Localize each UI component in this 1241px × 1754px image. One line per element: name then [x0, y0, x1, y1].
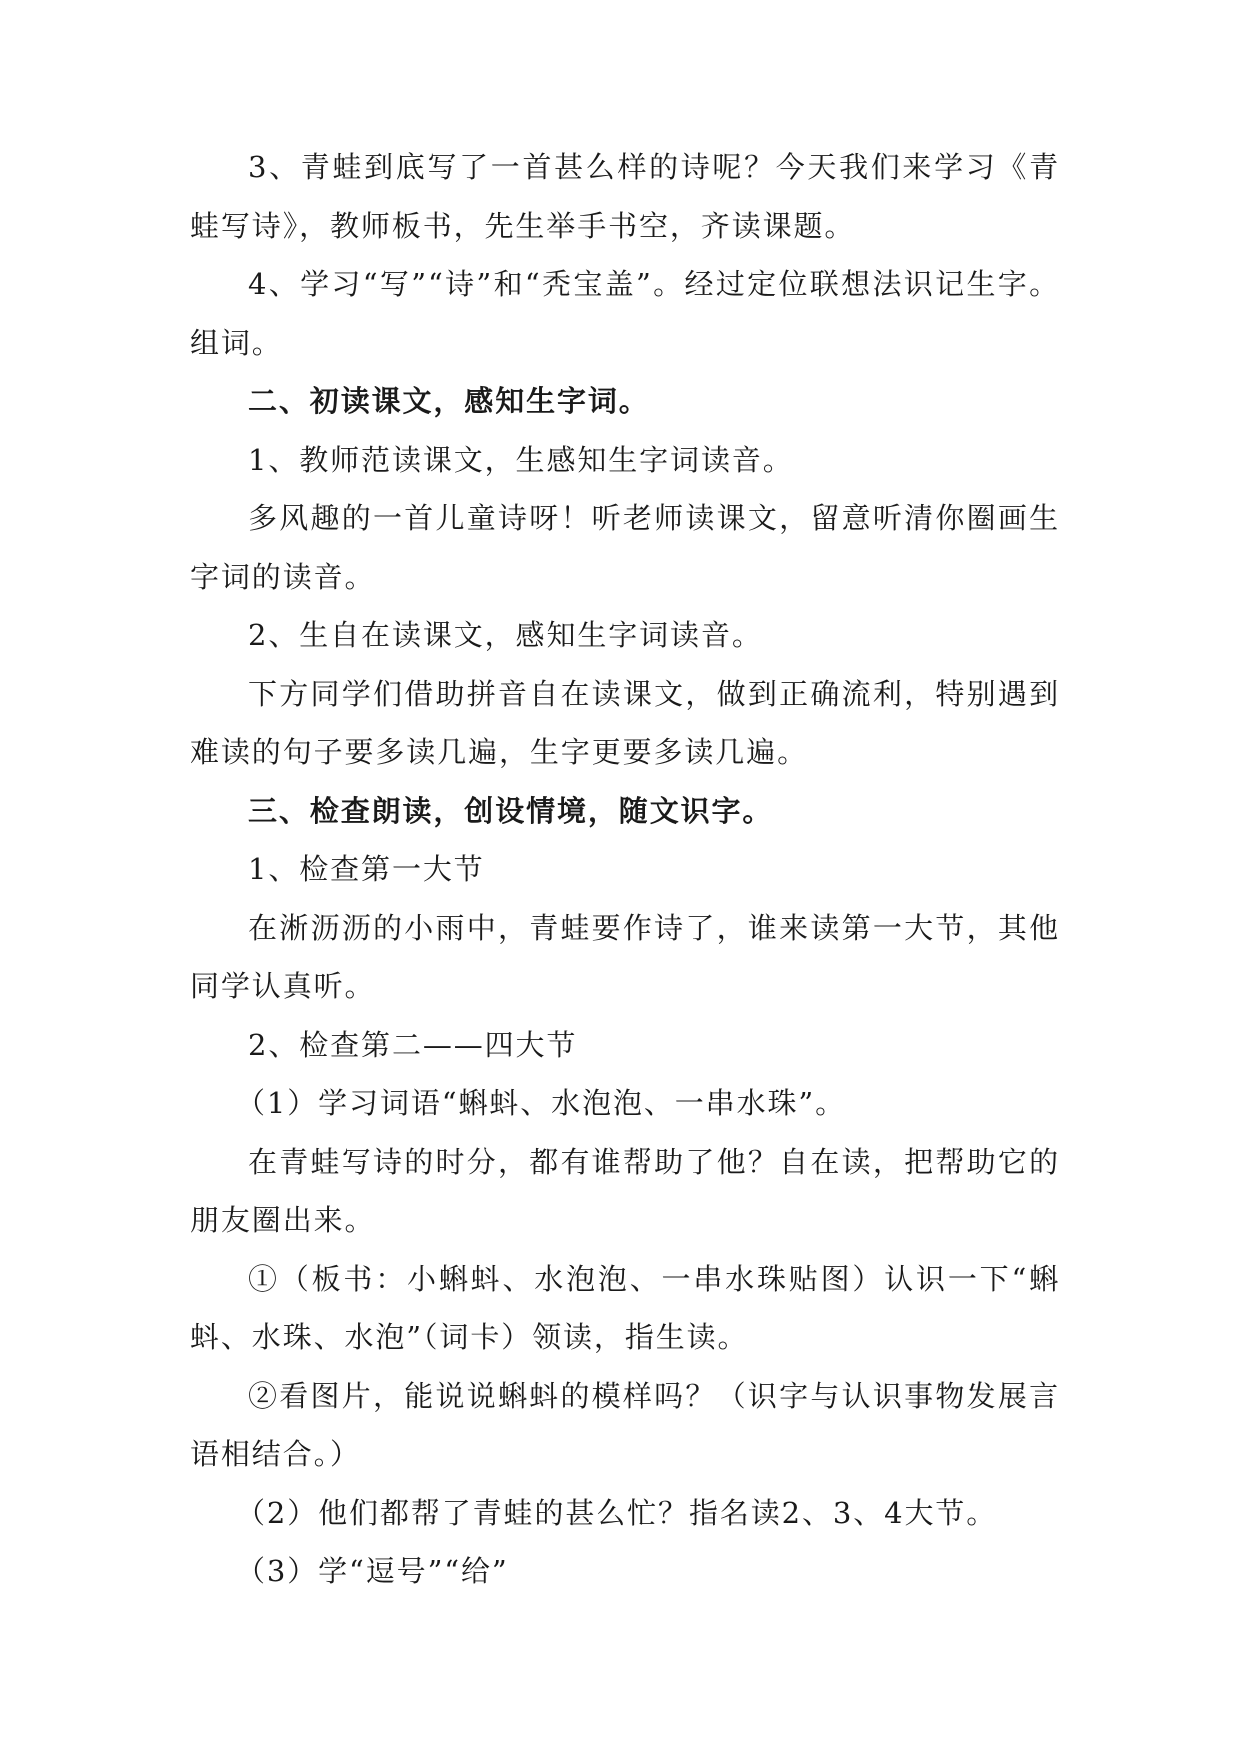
paragraph: 在淅沥沥的小雨中，青蛙要作诗了，谁来读第一大节，其他同学认真听。 — [190, 910, 1060, 1003]
paragraph: 4、学习“写”“诗”和“秃宝盖”。经过定位联想法识记生字。组词。 — [190, 267, 1060, 360]
document-page — [190, 138, 1060, 1601]
paragraph: 3、青蛙到底写了一首甚么样的诗呢？今天我们来学习《青蛙写诗》，教师板书，先生举手书空，齐读课题。 — [190, 150, 1060, 243]
paragraph: ②看图片，能说说蝌蚪的模样吗？（识字与认识事物发展言语相结合。） — [190, 1378, 1060, 1471]
paragraph: 2、检查第二——四大节 — [248, 1027, 578, 1062]
sub-item: （2）他们都帮了青蛙的甚么忙？指名读2、3、4大节。 — [236, 1495, 998, 1530]
section-heading: 二、初读课文，感知生字词。 — [248, 384, 650, 418]
sub-item: （1）学习词语“蝌蚪、水泡泡、一串水珠”。 — [236, 1086, 847, 1120]
paragraph: ①（板书：小蝌蚪、水泡泡、一串水珠贴图）认识一下“蝌蚪、水珠、水泡”（词卡）领读，指生读。 — [190, 1261, 1060, 1354]
paragraph: 1、检查第一大节 — [248, 852, 485, 886]
paragraph: 下方同学们借助拼音自在读课文，做到正确流利，特别遇到难读的句子要多读几遍，生字更要多读几遍。 — [190, 676, 1060, 769]
paragraph: 多风趣的一首儿童诗呀！听老师读课文，留意听清你圈画生字词的读音。 — [190, 501, 1060, 594]
paragraph: 在青蛙写诗的时分，都有谁帮助了他？自在读，把帮助它的朋友圈出来。 — [190, 1144, 1060, 1237]
section-heading: 三、检查朗读，创设情境，随文识字。 — [248, 793, 774, 828]
sub-item: （3）学“逗号”“给” — [236, 1554, 509, 1588]
paragraph: 2、生自在读课文，感知生字词读音。 — [248, 618, 763, 652]
paragraph: 1、教师范读课文，生感知生字词读音。 — [248, 442, 794, 477]
